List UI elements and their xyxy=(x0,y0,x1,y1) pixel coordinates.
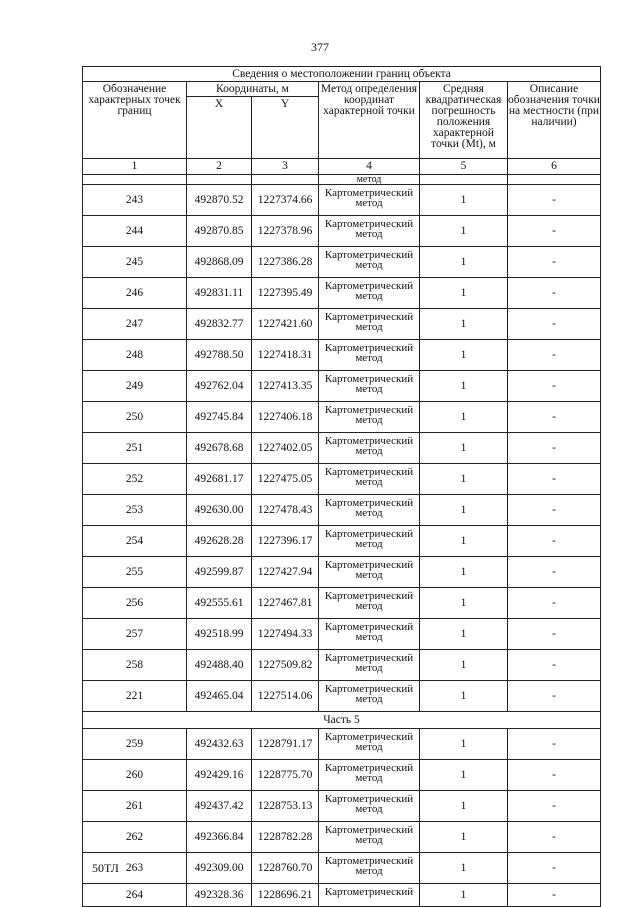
method-line: метод xyxy=(355,445,383,457)
x-cell: 492868.09 xyxy=(187,247,252,278)
mt-cell: 1 xyxy=(420,650,508,681)
x-cell: 492762.04 xyxy=(187,371,252,402)
y-cell: 1228753.13 xyxy=(252,791,319,822)
method-line: Картометрический xyxy=(324,793,414,805)
x-cell: 492465.04 xyxy=(187,681,252,712)
mt-cell: 1 xyxy=(420,729,508,760)
table-row xyxy=(83,791,601,822)
point-cell: 221 xyxy=(83,681,187,712)
point-cell: 264 xyxy=(83,884,187,907)
method-line: Картометрический xyxy=(324,762,414,774)
mt-cell: 1 xyxy=(420,464,508,495)
method-line: метод xyxy=(355,772,383,784)
description-cell: - xyxy=(508,681,601,712)
table-row xyxy=(83,402,601,433)
column-number: 6 xyxy=(508,159,601,175)
method-cell xyxy=(319,760,420,791)
y-cell: 1227427.94 xyxy=(252,557,319,588)
point-cell: 257 xyxy=(83,619,187,650)
description-cell: - xyxy=(508,185,601,216)
method-line: Картометрический xyxy=(324,280,414,292)
point-cell: 262 xyxy=(83,822,187,853)
description-cell: - xyxy=(508,526,601,557)
description-cell: - xyxy=(508,402,601,433)
method-line: метод xyxy=(355,803,383,815)
method-line: Картометрический xyxy=(324,731,414,743)
column-number: 1 xyxy=(83,159,187,175)
table-row xyxy=(83,433,601,464)
table-row xyxy=(83,464,601,495)
mt-cell: 1 xyxy=(420,791,508,822)
point-cell: 246 xyxy=(83,278,187,309)
part-label: Часть 5 xyxy=(83,712,601,729)
y-cell: 1227402.05 xyxy=(252,433,319,464)
header-description: Описание обозначения точки на местности (при наличии) xyxy=(508,82,601,159)
description-cell: - xyxy=(508,247,601,278)
method-line: Картометрический xyxy=(324,342,414,354)
method-line: метод xyxy=(355,352,383,364)
x-cell: 492432.63 xyxy=(187,729,252,760)
mt-cell: 1 xyxy=(420,495,508,526)
continuation-row xyxy=(83,175,601,185)
header-point-designation: Обозначение характерных точек границ xyxy=(83,82,187,159)
method-line: Картометрический xyxy=(324,187,414,199)
description-cell: - xyxy=(508,495,601,526)
x-cell: 492745.84 xyxy=(187,402,252,433)
table-row xyxy=(83,588,601,619)
x-cell: 492870.52 xyxy=(187,185,252,216)
mt-cell: 1 xyxy=(420,402,508,433)
description-cell: - xyxy=(508,853,601,884)
point-cell: 260 xyxy=(83,760,187,791)
method-line: метод xyxy=(355,741,383,753)
mt-cell: 1 xyxy=(420,619,508,650)
method-line: Картометрический xyxy=(324,497,414,509)
description-cell: - xyxy=(508,619,601,650)
table-row xyxy=(83,650,601,681)
description-cell: - xyxy=(508,216,601,247)
method-cell xyxy=(319,464,420,495)
mt-cell: 1 xyxy=(420,309,508,340)
table-row xyxy=(83,309,601,340)
description-cell: - xyxy=(508,309,601,340)
point-cell: 252 xyxy=(83,464,187,495)
table-row xyxy=(83,526,601,557)
method-line: Картометрический xyxy=(324,218,414,230)
point-cell: 258 xyxy=(83,650,187,681)
method-line: Картометрический xyxy=(324,652,414,664)
point-cell: 254 xyxy=(83,526,187,557)
y-cell: 1227378.96 xyxy=(252,216,319,247)
table-row xyxy=(83,557,601,588)
description-cell: - xyxy=(508,557,601,588)
y-cell: 1227406.18 xyxy=(252,402,319,433)
point-cell: 259 xyxy=(83,729,187,760)
header-mean-square-error: Средняя квадратическая погрешность положения характерной точки (Mt), м xyxy=(420,82,508,159)
method-line: Картометрический xyxy=(324,621,414,633)
method-line: метод xyxy=(355,834,383,846)
point-cell: 247 xyxy=(83,309,187,340)
method-line: Картометрический xyxy=(324,466,414,478)
continuation-method-text: метод xyxy=(319,175,420,185)
point-cell: 245 xyxy=(83,247,187,278)
x-cell: 492437.42 xyxy=(187,791,252,822)
x-cell: 492518.99 xyxy=(187,619,252,650)
mt-cell: 1 xyxy=(420,247,508,278)
method-line: метод xyxy=(355,693,383,705)
method-line: Картометрический xyxy=(324,311,414,323)
description-cell: - xyxy=(508,650,601,681)
method-line: метод xyxy=(355,414,383,426)
table-row xyxy=(83,278,601,309)
point-cell: 249 xyxy=(83,371,187,402)
point-cell: 250 xyxy=(83,402,187,433)
mt-cell: 1 xyxy=(420,853,508,884)
mt-cell: 1 xyxy=(420,216,508,247)
y-cell: 1227418.31 xyxy=(252,340,319,371)
x-cell: 492599.87 xyxy=(187,557,252,588)
table-row xyxy=(83,822,601,853)
method-line: Картометрический xyxy=(324,559,414,571)
x-cell: 492831.11 xyxy=(187,278,252,309)
point-cell: 261 xyxy=(83,791,187,822)
table-row xyxy=(83,853,601,884)
mt-cell: 1 xyxy=(420,588,508,619)
column-number: 2 xyxy=(187,159,252,175)
footer-mark: 50ТЛ xyxy=(92,861,119,875)
description-cell: - xyxy=(508,729,601,760)
method-cell xyxy=(319,433,420,464)
point-cell: 251 xyxy=(83,433,187,464)
x-cell: 492832.77 xyxy=(187,309,252,340)
y-cell: 1227386.28 xyxy=(252,247,319,278)
table-row xyxy=(83,495,601,526)
method-cell xyxy=(319,495,420,526)
method-line: Картометрический xyxy=(324,435,414,447)
description-cell: - xyxy=(508,371,601,402)
mt-cell: 1 xyxy=(420,681,508,712)
method-cell xyxy=(319,681,420,712)
method-cell xyxy=(319,185,420,216)
x-cell: 492429.16 xyxy=(187,760,252,791)
point-cell: 263 xyxy=(83,853,187,884)
x-cell: 492555.61 xyxy=(187,588,252,619)
method-cell xyxy=(319,791,420,822)
method-cell xyxy=(319,884,420,907)
description-cell: - xyxy=(508,791,601,822)
x-cell: 492681.17 xyxy=(187,464,252,495)
x-cell: 492788.50 xyxy=(187,340,252,371)
point-cell: 256 xyxy=(83,588,187,619)
table-row xyxy=(83,619,601,650)
y-cell: 1228775.70 xyxy=(252,760,319,791)
mt-cell: 1 xyxy=(420,526,508,557)
method-cell xyxy=(319,371,420,402)
method-line: метод xyxy=(355,197,383,209)
description-cell: - xyxy=(508,588,601,619)
method-line: Картометрический xyxy=(324,683,414,695)
description-cell: - xyxy=(508,822,601,853)
point-cell: 248 xyxy=(83,340,187,371)
description-cell: - xyxy=(508,884,601,907)
description-cell: - xyxy=(508,464,601,495)
y-cell: 1227421.60 xyxy=(252,309,319,340)
method-cell xyxy=(319,402,420,433)
x-cell: 492366.84 xyxy=(187,822,252,853)
mt-cell: 1 xyxy=(420,185,508,216)
y-cell: 1227478.43 xyxy=(252,495,319,526)
x-cell: 492630.00 xyxy=(187,495,252,526)
mt-cell: 1 xyxy=(420,822,508,853)
column-number: 5 xyxy=(420,159,508,175)
column-number: 3 xyxy=(252,159,319,175)
method-cell xyxy=(319,853,420,884)
x-cell: 492309.00 xyxy=(187,853,252,884)
x-cell: 492488.40 xyxy=(187,650,252,681)
method-cell xyxy=(319,822,420,853)
column-number: 4 xyxy=(319,159,420,175)
description-cell: - xyxy=(508,340,601,371)
mt-cell: 1 xyxy=(420,557,508,588)
method-line: метод xyxy=(355,569,383,581)
method-line: метод xyxy=(355,538,383,550)
y-cell: 1227514.06 xyxy=(252,681,319,712)
x-cell: 492628.28 xyxy=(187,526,252,557)
description-cell: - xyxy=(508,278,601,309)
part-row xyxy=(83,712,601,729)
y-cell: 1227395.49 xyxy=(252,278,319,309)
y-cell: 1227467.81 xyxy=(252,588,319,619)
table-title: Сведения о местоположении границ объекта xyxy=(83,67,601,82)
mt-cell: 1 xyxy=(420,371,508,402)
method-cell xyxy=(319,619,420,650)
y-cell: 1228782.28 xyxy=(252,822,319,853)
method-line: метод xyxy=(355,383,383,395)
mt-cell: 1 xyxy=(420,884,508,907)
table-row xyxy=(83,185,601,216)
description-cell: - xyxy=(508,433,601,464)
method-line: Картометрический xyxy=(324,249,414,261)
table-row xyxy=(83,340,601,371)
method-line: метод xyxy=(355,259,383,271)
method-line: метод xyxy=(355,631,383,643)
method-cell xyxy=(319,278,420,309)
y-cell: 1227413.35 xyxy=(252,371,319,402)
table-row xyxy=(83,247,601,278)
table-row xyxy=(83,371,601,402)
header-y: Y xyxy=(252,97,319,159)
x-cell: 492328.36 xyxy=(187,884,252,907)
method-cell xyxy=(319,729,420,760)
page-number: 377 xyxy=(311,40,329,54)
point-cell: 253 xyxy=(83,495,187,526)
table-row xyxy=(83,681,601,712)
mt-cell: 1 xyxy=(420,760,508,791)
method-line: метод xyxy=(355,290,383,302)
method-cell xyxy=(319,650,420,681)
method-line: Картометрический xyxy=(324,824,414,836)
method-line: метод xyxy=(355,600,383,612)
method-cell xyxy=(319,526,420,557)
description-cell: - xyxy=(508,760,601,791)
table-row xyxy=(83,884,601,907)
method-line: Картометрический xyxy=(324,886,414,898)
method-cell xyxy=(319,247,420,278)
point-cell: 243 xyxy=(83,185,187,216)
mt-cell: 1 xyxy=(420,340,508,371)
method-line: Картометрический xyxy=(324,373,414,385)
table-row xyxy=(83,760,601,791)
method-cell xyxy=(319,340,420,371)
x-cell: 492678.68 xyxy=(187,433,252,464)
method-line: Картометрический xyxy=(324,855,414,867)
point-cell: 244 xyxy=(83,216,187,247)
method-line: метод xyxy=(355,662,383,674)
method-cell xyxy=(319,557,420,588)
method-line: метод xyxy=(355,476,383,488)
x-cell: 492870.85 xyxy=(187,216,252,247)
header-coordinates: Координаты, м xyxy=(187,82,319,97)
table-row xyxy=(83,216,601,247)
y-cell: 1227494.33 xyxy=(252,619,319,650)
method-line: Картометрический xyxy=(324,590,414,602)
method-cell xyxy=(319,216,420,247)
header-method: Метод определения координат характерной точки xyxy=(319,82,420,159)
header-x: X xyxy=(187,97,252,159)
y-cell: 1228791.17 xyxy=(252,729,319,760)
method-line: Картометрический xyxy=(324,528,414,540)
y-cell: 1228760.70 xyxy=(252,853,319,884)
method-cell xyxy=(319,309,420,340)
method-line: метод xyxy=(355,228,383,240)
method-line: метод xyxy=(355,507,383,519)
y-cell: 1228696.21 xyxy=(252,884,319,907)
y-cell: 1227475.05 xyxy=(252,464,319,495)
mt-cell: 1 xyxy=(420,433,508,464)
y-cell: 1227396.17 xyxy=(252,526,319,557)
y-cell: 1227374.66 xyxy=(252,185,319,216)
method-cell xyxy=(319,588,420,619)
method-line: метод xyxy=(355,865,383,877)
table-row xyxy=(83,729,601,760)
mt-cell: 1 xyxy=(420,278,508,309)
method-line: Картометрический xyxy=(324,404,414,416)
boundary-coordinates-table xyxy=(82,66,601,907)
point-cell: 255 xyxy=(83,557,187,588)
y-cell: 1227509.82 xyxy=(252,650,319,681)
method-line: метод xyxy=(355,321,383,333)
